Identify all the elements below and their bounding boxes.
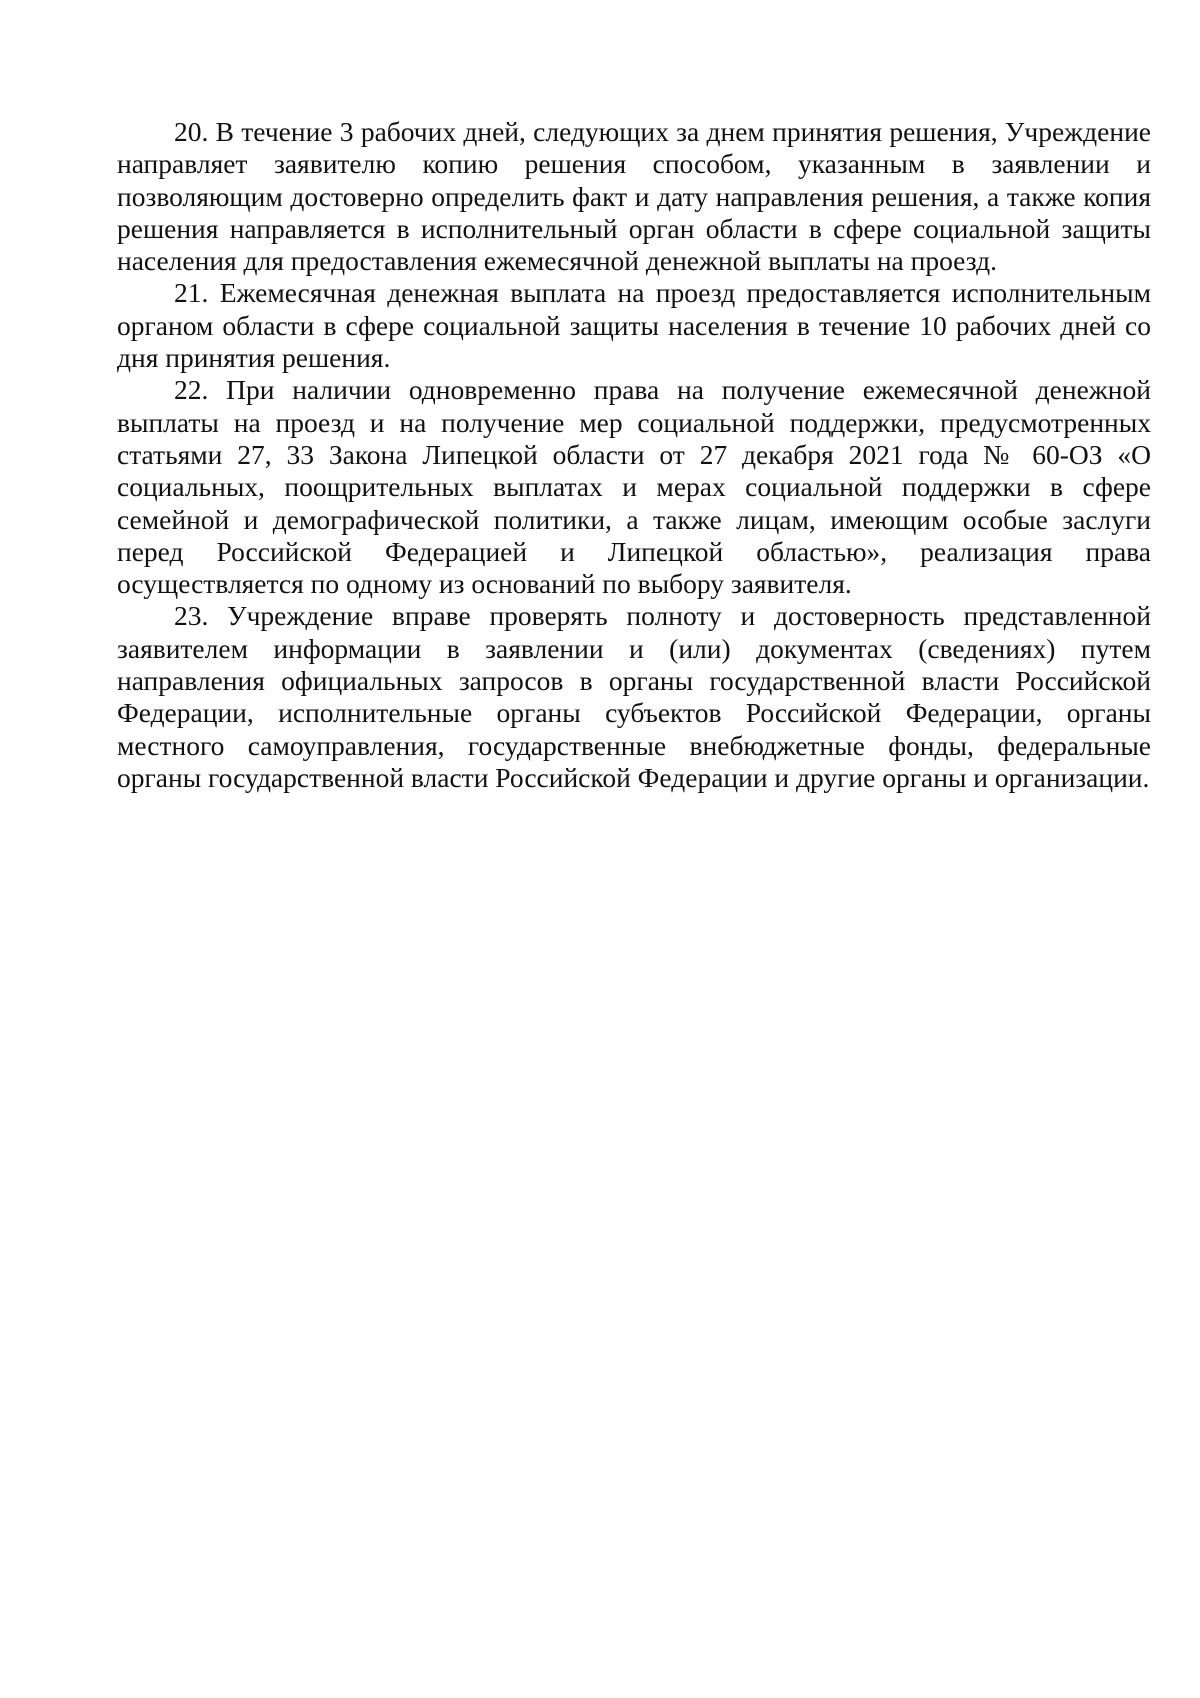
- paragraph-21: 21. Ежемесячная денежная выплата на проезд предоставляется исполнительным органом области в сфере социальной защиты населения в течение 10 рабочих дней со дня принятия решения.: [117, 277, 1151, 374]
- paragraph-22: 22. При наличии одновременно права на получение ежемесячной денежной выплаты на проезд и на получение мер социальной поддержки, предусмотренных статьями 27, 33 Закона Липецкой области от 27 декабря 2021 года № 60-ОЗ «О социальных, поощрительных выплатах и мерах социальной поддержки в сфере семейной и демографической политики, а также лицам, имеющим особые заслуги перед Российской Федерацией и Липецкой областью», реализация права осуществляется по одному из оснований по выбору заявителя.: [117, 374, 1151, 600]
- paragraph-23: 23. Учреждение вправе проверять полноту и достоверность представленной заявителем информации в заявлении и (или) документах (сведениях) путем направления официальных запросов в органы государственной власти Российской Федерации, исполнительные органы субъектов Российской Федерации, органы местного самоуправления, государственные внебюджетные фонды, федеральные органы государственной власти Российской Федерации и другие органы и организации.: [117, 600, 1151, 793]
- document-body: [117, 116, 1151, 794]
- paragraph-20: 20. В течение 3 рабочих дней, следующих за днем принятия решения, Учреждение направляет заявителю копию решения способом, указанным в заявлении и позволяющим достоверно определить факт и дату направления решения, а также копия решения направляется в исполнительный орган области в сфере социальной защиты населения для предоставления ежемесячной денежной выплаты на проезд.: [117, 116, 1151, 277]
